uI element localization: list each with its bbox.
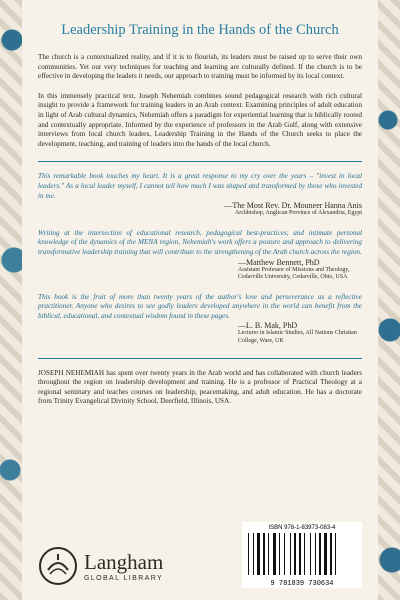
text-panel [22,0,378,600]
endorser-name: —The Most Rev. Dr. Mouneer Hanna Anis [224,201,362,211]
author-bio: JOSEPH NEHEMIAH has spent over twenty years in the Arab world and has collaborated with church leaders throughout the region on leadership development and training. He is a professor of Practical Theology at a regional seminary and teaches courses on leadership, peacemaking, and adult education. He has a doctorate from Trinity Evangelical Divinity School, Deerfield, Illinois, USA. [38,368,362,406]
publisher-name: Langham [84,549,164,574]
endorser-affiliation: Lecturer in Islamic Studies, All Nations Christian College, Ware, UK [238,330,357,345]
endorsement-1 [38,172,362,217]
cover-title: Leadership Training in the Hands of the Church [61,22,339,38]
endorser-name: —Matthew Bennett, PhD [238,257,320,267]
publisher-logo [38,546,163,586]
langham-logo-icon [38,546,78,586]
publisher-wordmark [84,551,163,582]
divider-top [38,161,362,162]
endorser-name: —L. B. Mak, PhD [238,321,298,331]
endorsement-text: This book is the fruit of more than twenty years of the author's love and perseverance as a reflective practitioner. Anyone who desires to see godly leaders developed anywhere in the world can benefit from the biblical, educational, and contextual wisdom found in these pages. [38,292,362,320]
endorser-affiliation: Archbishop, Anglican Province of Alexandria, Egypt [234,210,362,217]
cover-footer [38,522,362,588]
barcode [242,522,362,588]
publisher-subtitle: GLOBAL LIBRARY [84,574,164,582]
isbn-label: ISBN 978-1-83973-083-4 [268,525,336,531]
endorser-attribution [38,258,362,282]
intro-paragraph: The church is a contextualized reality, and if it is to flourish, its leaders must be raised up to serve their own communities. Yet our very techniques for teaching and learning are culturally defined. If the church is to be effective in developing the leaders it needs, our approach to training must be informed by its local context. [38,53,362,81]
endorsement-text: This remarkable book touches my heart. It is a great response to my cry over the years – "invest in local leaders." As a local leader myself, I cannot tell how much I was shaped and transformed by those who invested in me. [38,172,362,200]
description-paragraph: In this immensely practical text, Joseph Nehemiah combines sound pedagogical research with rich cultural insight to provide a framework for training leaders in an Arab context. Examining principles of adult education in light of Arab cultural dynamics, Nehemiah offers a paradigm for experiential learning that is biblically rooted and contextually appropriate. Informed by the experience of professors in the Arab Gulf, along with extensive interviews from local church leaders, Leadership Training in the Hands of the Church seeks to place the development, teaching, and training of leaders into the hands of the local church. [38,91,362,148]
barcode-digits: 9 781839 730634 [270,580,334,588]
endorsement-3 [38,293,362,346]
divider-bottom [38,358,362,359]
endorser-attribution [38,321,362,345]
barcode-bars [248,533,356,575]
endorser-affiliation: Assistant Professor of Missions and Theology, Cedarville University, Cedarville, Ohio, USA [238,266,350,281]
endorsement-2 [38,229,362,282]
endorsement-text: Writing at the intersection of educational research, pedagogical best-practices, and intimate personal knowledge of the dynamics of the MENA region, Nehemiah's work offers a posture and approach to delivering transformative leadership training that will contribute to the strengthening of the Arab church across the region. [38,228,362,256]
